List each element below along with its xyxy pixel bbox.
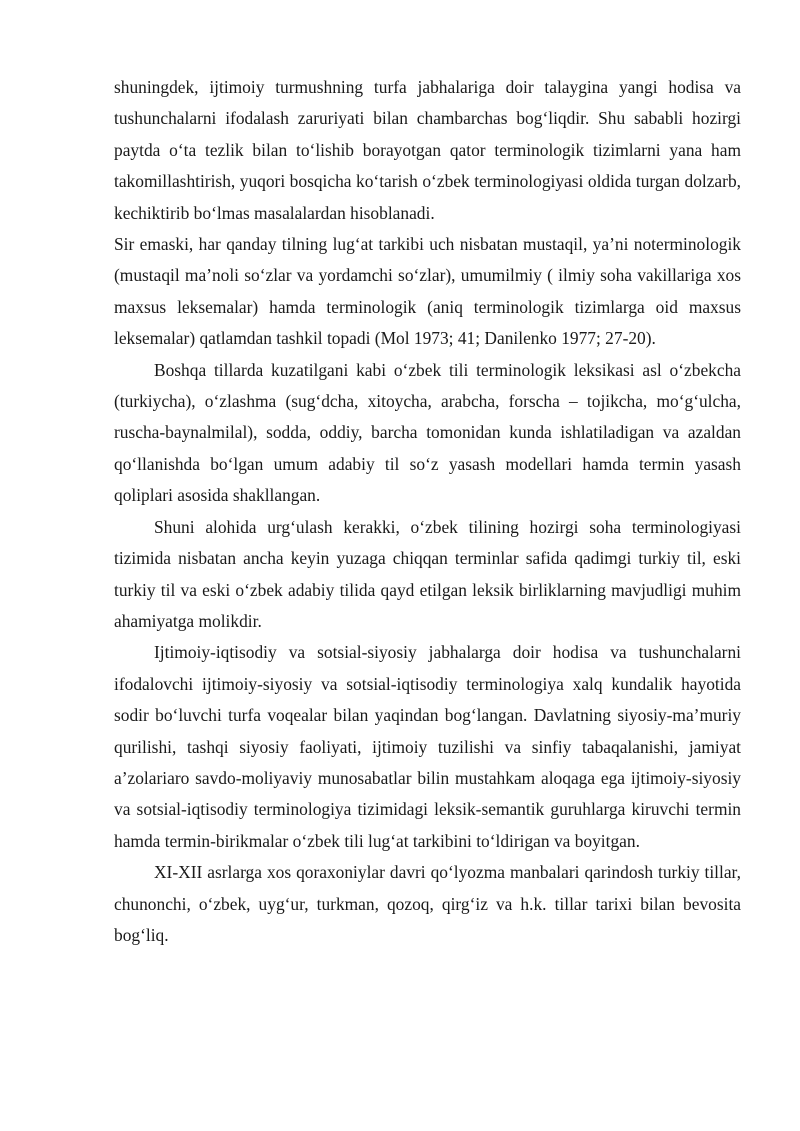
paragraph-lexicon-layers: Sir emaski, har qanday tilning lug‘at tarkibi uch nisbatan mustaqil, ya’ni noterminologik (mustaqil ma’noli so‘zlar va yordamchi so‘zlar), umumilmiy ( ilmiy soha vakillariga xos maxsus leksemalar) hamda terminologik (aniq terminologik tizimlarga oid maxsus leksemalar) qatlamdan tashkil topadi (Mol 1973; 41; Danilenko 1977; 27-20). <box>114 234 741 349</box>
paragraph-socio-political-terminology: Ijtimoiy-iqtisodiy va sotsial-siyosiy jabhalarga doir hodisa va tushunchalarni ifodalovchi ijtimoiy-siyosiy va sotsial-iqtisodiy terminologiya xalq kundalik hayotida sodir bo‘luvchi turfa voqealar bilan yaqindan bog‘langan. Davlatning siyosiy-ma’muriy qurilishi, tashqi siyosiy faoliyati, ijtimoiy tuzilishi va sinfiy tabaqalanishi, jamiyat a’zolariaro savdo-moliyaviy munosabatlar bilin mustahkam aloqaga ega ijtimoiy-siyosiy va sotsial-iqtisodiy terminologiya tizimidagi leksik-semantik guruhlarga kiruvchi termin hamda termin-birikmalar o‘zbek tili lug‘at tarkibini to‘ldirigan va boyitgan. <box>114 642 741 851</box>
paragraph-continuation: shuningdek, ijtimoiy turmushning turfa jabhalariga doir talaygina yangi hodisa va tushunchalarni ifodalash zaruriyati bilan chambarchas bog‘liqdir. Shu sababli hozirgi paytda o‘ta tezlik bilan to‘lishib borayotgan qator terminologik tizimlarni yana ham takomillashtirish, yuqori bosqicha ko‘tarish o‘zbek terminologiyasi oldida turgan dolzarb, kechiktirib bo‘lmas masalalardan hisoblanadi. <box>114 77 741 223</box>
paragraph-karakhanid-sources: XI-XII asrlarga xos qoraxoniylar davri qo‘lyozma manbalari qarindosh turkiy tillar, chunonchi, o‘zbek, uyg‘ur, turkman, qozoq, qirg‘iz va h.k. tillar tarixi bilan bevosita bog‘liq. <box>114 862 741 945</box>
paragraph-term-sources: Boshqa tillarda kuzatilgani kabi o‘zbek tili terminologik leksikasi asl o‘zbekcha (turkiycha), o‘zlashma (sug‘dcha, xitoycha, arabcha, forscha – tojikcha, mo‘g‘ulcha, ruscha-baynalmilal), sodda, oddiy, barcha tomonidan kunda ishlatiladigan va azaldan qo‘llanishda bo‘lgan umum adabiy til so‘z yasash modellari hamda termin yasash qoliplari asosida shakllangan. <box>114 359 741 506</box>
paragraph-historical-units: Shuni alohida urg‘ulash kerakki, o‘zbek tilining hozirgi soha terminologiyasi tizimida nisbatan ancha keyin yuzaga chiqqan terminlar safida qadimgi turkiy til, eski turkiy til va eski o‘zbek adabiy tilida qayd etilgan leksik birliklarning mavjudligi muhim ahamiyatga molikdir. <box>114 516 741 631</box>
body-text <box>114 72 741 951</box>
